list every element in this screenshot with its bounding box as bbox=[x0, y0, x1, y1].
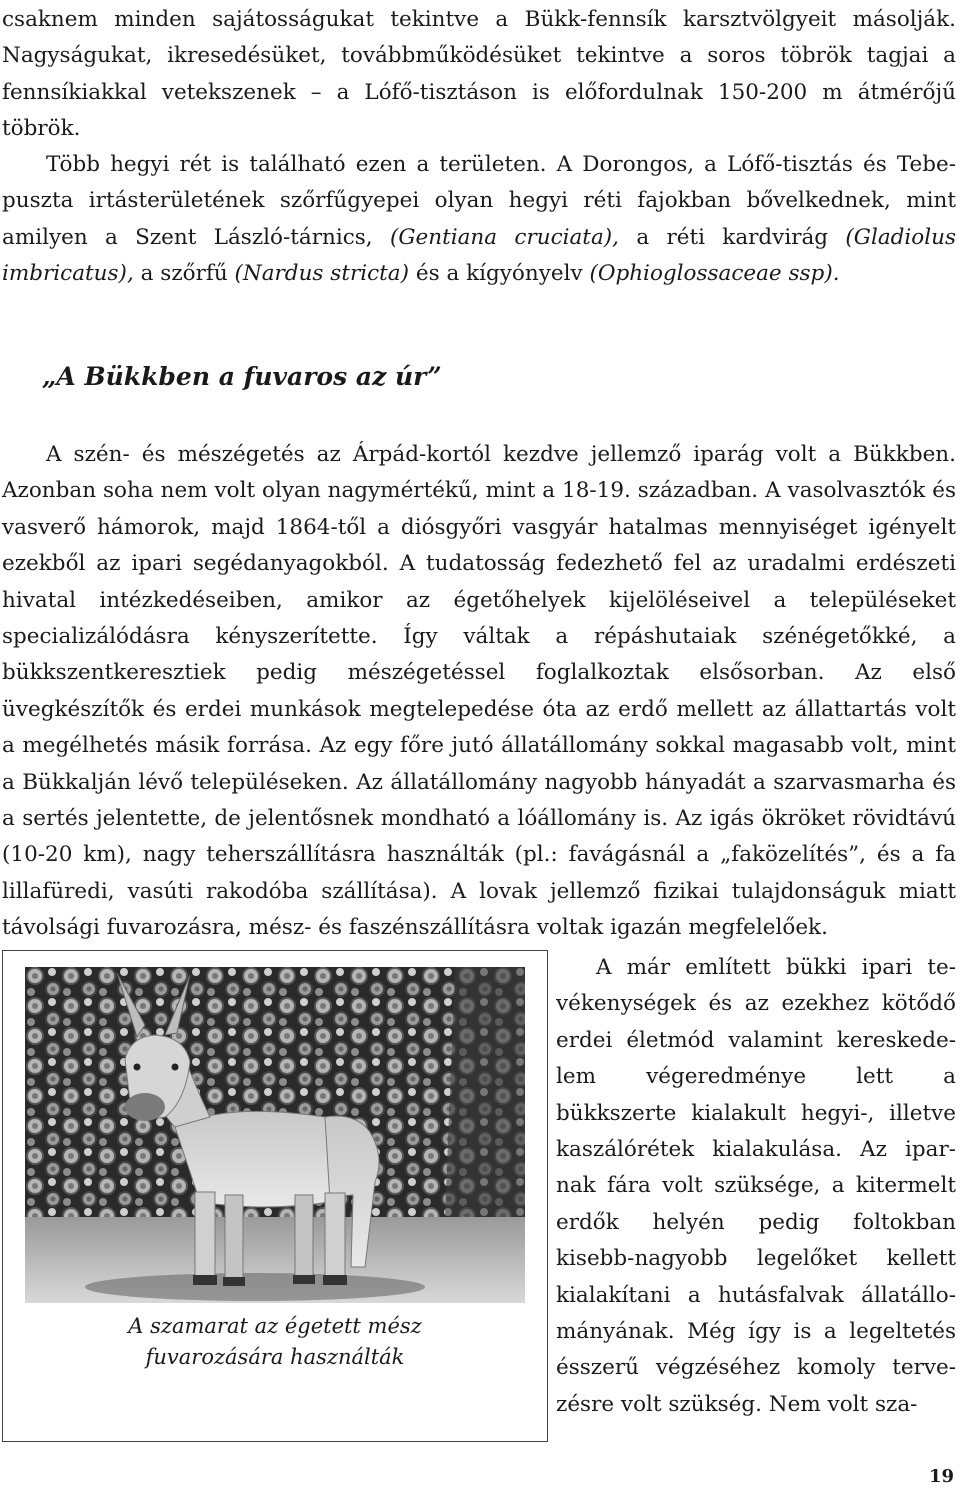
text-run: a réti kardvirág bbox=[619, 224, 846, 250]
text-line: mányának. Még így is a legeltetés bbox=[556, 1318, 956, 1344]
text-line: erdők helyén pedig foltokban bbox=[556, 1209, 956, 1235]
paragraph-text: csaknem minden sajátosságukat tekintve a Bükk-fennsík karsztvölgyeit másolják. Nagyságukat, ikresedésüket, továbbműködésüket tekintve a soros töbrök tagjai a fennsíkiakkal vetekszenek – a Lófő-tisztáson is előfordulnak 150-200 m átmérőjű töbrök. bbox=[2, 7, 956, 142]
text-line: kialakítani a hutásfalvak állatállo- bbox=[556, 1282, 956, 1308]
paragraph-text: A szén- és mészégetés az Árpád-kortól kezdve jellemző iparág volt a Bükkben. Azonban soha nem volt olyan nagymértékű, mint a 18-19. században. A vasolvasztók és vasverő hámorok, majd 1864-től a diósgyőri vasgyár hatalmas mennyiséget igényelt ezekből az ipari segédanyagokból. A tudatosság fedezhető fel az uradalmi erdészeti hivatal intézkedéseiben, amikor az égetőhelyek kijelöléseivel a településeket specializálódásra kényszerítette. Így váltak a répáshutaiak szénégetőkké, a bükkszentkeresztiek pedig mészégetéssel foglalkoztak elsősorban. Az első üvegkészítők és erdei munkások megtelepedése óta az erdő mellett az állattartás volt a megélhetés másik forrása. Az egy főre jutó állatállomány sokkal magasabb volt, mint a Bükkalján lévő településeken. Az állatállomány nagyobb hányadát a szarvasmarha és a sertés jelentette, de jelentősnek mondható a lóállomány is. Az igás ökröket rövidtávú (10-20 km), nagy teherszállításra használták (pl.: favágásnál a „faközelítés”, és a fa lillafüredi, vasúti rakodóba szállítása). A lovak jellemző fizikai tulajdonságuk miatt távolsági fuvarozásra, mész- és faszénszállításra voltak igazán megfelelőek. bbox=[2, 442, 956, 941]
figure-caption bbox=[25, 1311, 525, 1373]
text-line: vékenységek és az ezekhez kötődő bbox=[556, 991, 956, 1017]
text-line: ésszerű végzéséhez komoly terve- bbox=[556, 1355, 956, 1381]
text-run: Több hegyi rét is található ezen a területen. A Dorongos, a Lófő-tisztás és Tebepuszta irtásterületének szőrfűgyepei olyan hegyi réti fajokban bővelkednek, mint amilyen a Szent László-tárnics, bbox=[2, 152, 956, 250]
text-run: a szőrfű bbox=[133, 261, 235, 287]
text-line: kaszálórétek kialakulása. Az ipar- bbox=[556, 1136, 956, 1162]
caption-line: A szamarat az égetett mész bbox=[128, 1314, 422, 1338]
text-line: kisebb-nagyobb legelőket kellett bbox=[556, 1246, 956, 1272]
side-column-text bbox=[556, 950, 956, 1423]
page-number: 19 bbox=[928, 1466, 954, 1487]
caption-line: fuvarozására használták bbox=[145, 1345, 405, 1369]
latin-name: (Gladiolus imbricatus), bbox=[2, 224, 956, 287]
paragraph-doline-description bbox=[2, 2, 956, 148]
latin-name: (Nardus stricta) bbox=[234, 261, 410, 287]
text-line: bükkszerte kialakult hegyi-, illetve bbox=[556, 1100, 956, 1126]
text-line: erdei életmód valamint kereskede- bbox=[556, 1027, 956, 1053]
donkey-photo bbox=[25, 967, 525, 1303]
text-line: zésre volt szükség. Nem volt sza- bbox=[556, 1391, 918, 1417]
section-heading: „A Bükkben a fuvaros az úr” bbox=[42, 362, 442, 391]
text-run: és a kígyónyelv bbox=[409, 261, 590, 287]
paragraph-carting bbox=[2, 437, 956, 947]
text-line: lem végeredménye lett a bbox=[556, 1064, 956, 1090]
figure-donkey bbox=[2, 950, 548, 1442]
text-line: nak fára volt szüksége, a kitermelt bbox=[556, 1173, 956, 1199]
latin-name: (Gentiana cruciata), bbox=[389, 224, 619, 250]
text-line: A már említett bükki ipari te- bbox=[596, 955, 956, 980]
latin-name: (Ophioglossaceae ssp). bbox=[589, 261, 840, 287]
paragraph-meadows bbox=[2, 147, 956, 293]
